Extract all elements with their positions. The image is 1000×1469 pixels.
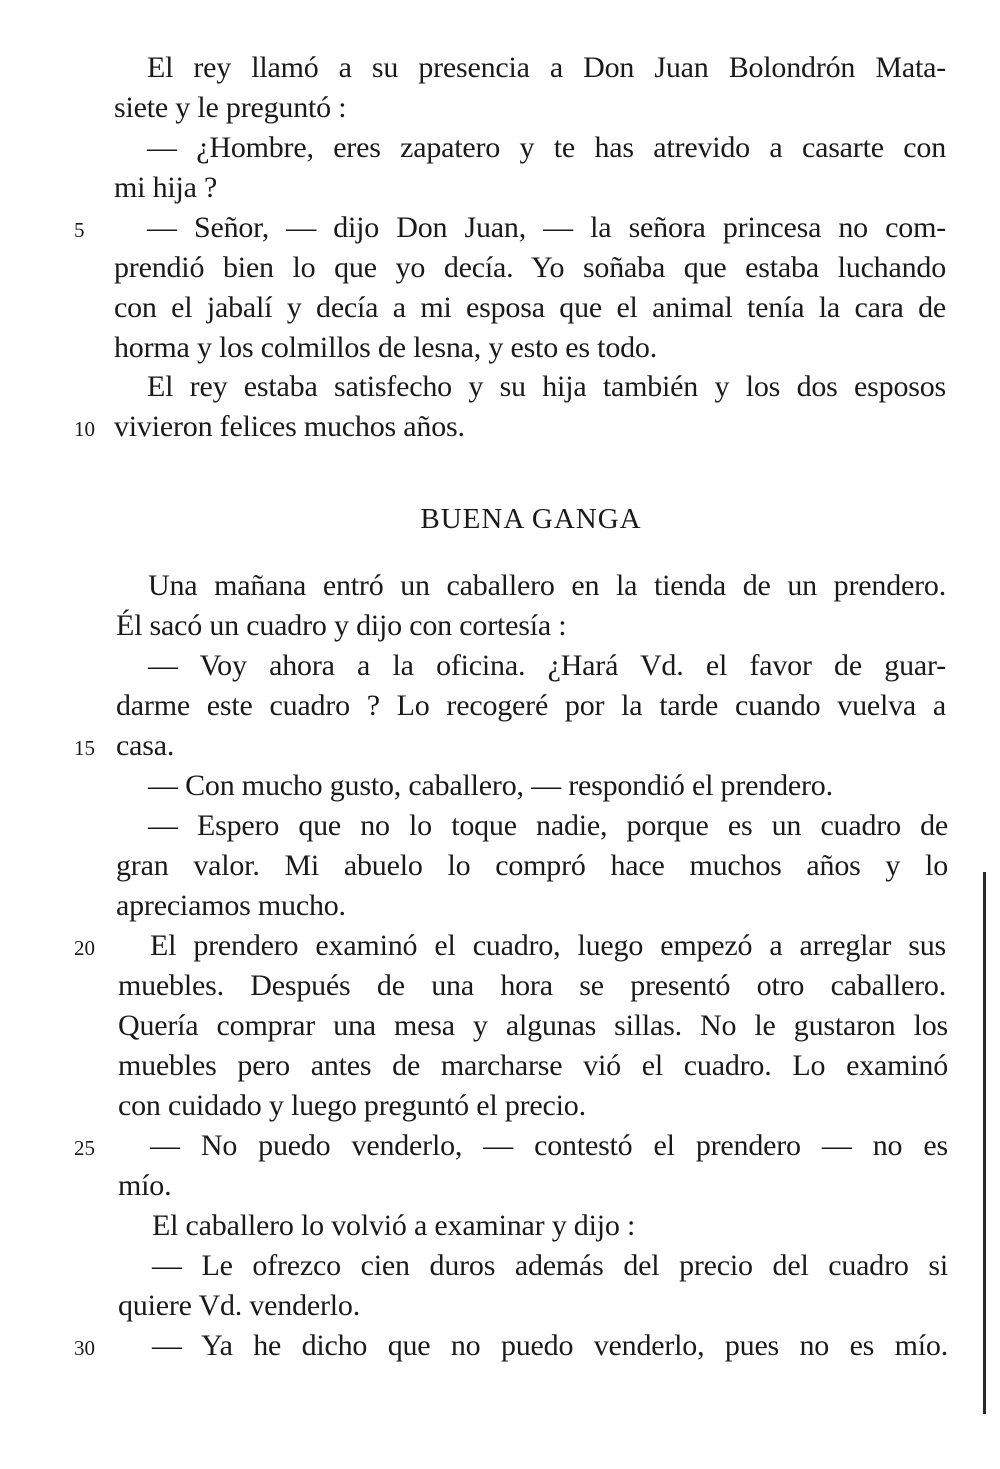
line-number: 5	[74, 218, 85, 242]
line-number: 30	[74, 1336, 95, 1360]
text-line: El rey estaba satisfecho y su hija también y los dos esposos	[147, 370, 946, 403]
text-line: — Le ofrezco cien duros además del precio del cuadro si	[152, 1249, 948, 1282]
text-line: — ¿Hombre, eres zapatero y te has atrevido a casarte con	[147, 131, 946, 164]
text-line: Una mañana entró un caballero en la tienda de un prendero.	[148, 569, 946, 602]
text-line: El rey llamó a su presencia a Don Juan Bolondrón Mata-	[147, 51, 946, 84]
line-number: 25	[74, 1136, 95, 1160]
text-line: mío.	[118, 1169, 172, 1202]
text-line: mi hija ?	[114, 171, 218, 204]
text-line: vivieron felices muchos años.	[114, 410, 465, 443]
text-line: — Señor, — dijo Don Juan, — la señora princesa no com-	[147, 211, 946, 244]
scan-edge-line	[983, 872, 986, 1414]
text-line: — Espero que no lo toque nadie, porque es un cuadro de	[148, 809, 948, 842]
text-line: horma y los colmillos de lesna, y esto es todo.	[114, 331, 658, 364]
text-line: — Ya he dicho que no puedo venderlo, pues no es mío.	[152, 1329, 948, 1362]
text-line: muebles pero antes de marcharse vió el cuadro. Lo examinó	[118, 1049, 948, 1082]
line-number: 10	[74, 417, 95, 441]
text-line: casa.	[116, 729, 175, 762]
section-heading: BUENA GANGA	[420, 503, 642, 535]
text-line: con cuidado y luego preguntó el precio.	[118, 1089, 586, 1122]
text-line: Quería comprar una mesa y algunas sillas. No le gustaron los	[118, 1009, 948, 1042]
text-line: — No puedo venderlo, — contestó el prendero — no es	[150, 1129, 948, 1162]
line-number: 20	[74, 936, 95, 960]
line-number: 15	[74, 736, 95, 760]
text-line: El caballero lo volvió a examinar y dijo :	[152, 1209, 636, 1242]
text-line: El prendero examinó el cuadro, luego empezó a arreglar sus	[150, 929, 946, 962]
text-line: siete y le preguntó :	[114, 91, 347, 124]
text-line: apreciamos mucho.	[116, 889, 346, 922]
text-line: — Voy ahora a la oficina. ¿Hará Vd. el favor de guar-	[148, 649, 946, 682]
text-line: — Con mucho gusto, caballero, — respondió el prendero.	[148, 769, 833, 802]
text-line: quiere Vd. venderlo.	[118, 1289, 361, 1322]
text-line: darme este cuadro ? Lo recogeré por la tarde cuando vuelva a	[116, 689, 946, 722]
text-line: prendió bien lo que yo decía. Yo soñaba que estaba luchando	[114, 251, 946, 284]
text-line: Él sacó un cuadro y dijo con cortesía :	[116, 609, 567, 642]
text-line: con el jabalí y decía a mi esposa que el animal tenía la cara de	[114, 291, 946, 324]
text-line: muebles. Después de una hora se presentó otro caballero.	[118, 969, 946, 1002]
text-line: gran valor. Mi abuelo lo compró hace muchos años y lo	[116, 849, 948, 882]
